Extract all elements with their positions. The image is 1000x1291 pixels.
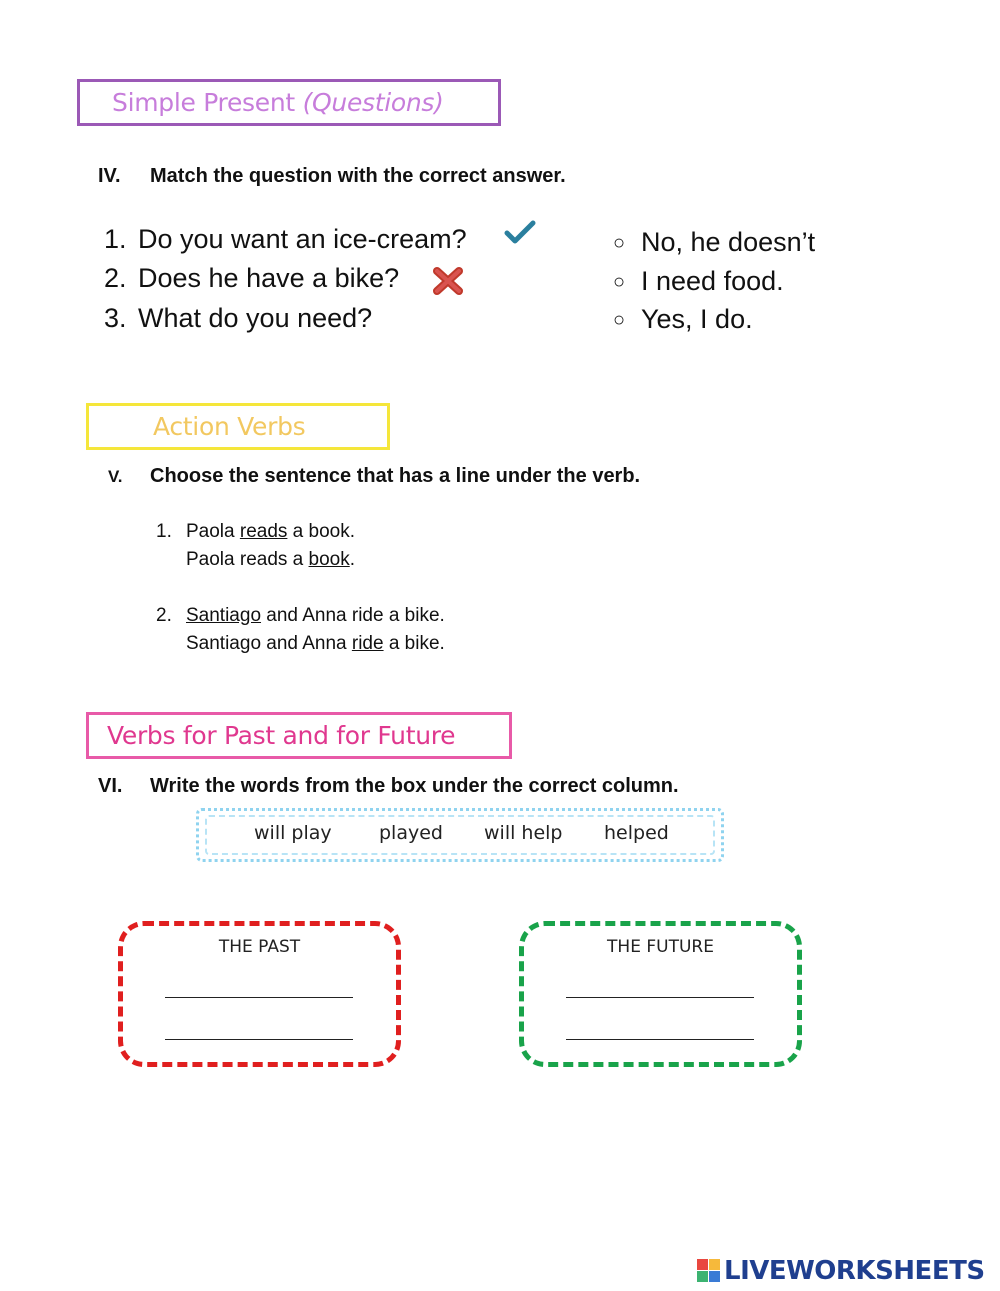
answer-text: Yes, I do.: [641, 304, 753, 334]
item-number: 1.: [156, 521, 172, 542]
instruction-v: [108, 465, 640, 488]
text-pre: Paola reads a: [186, 549, 309, 570]
question-text: What do you need?: [138, 303, 373, 333]
word-will-help[interactable]: will help: [484, 822, 563, 844]
answer-option-3[interactable]: [613, 304, 753, 335]
answer-text: I need food.: [641, 266, 784, 296]
sentence-1b[interactable]: [186, 549, 355, 571]
title-italic: (Questions): [302, 88, 444, 117]
question-number: 1.: [104, 224, 127, 254]
cross-icon: [432, 266, 464, 296]
question-number: 3.: [104, 303, 127, 333]
underlined-word: reads: [239, 521, 288, 542]
text-pre: Santiago and Anna: [186, 633, 352, 654]
past-column-title: THE PAST: [218, 937, 301, 957]
question-number: 2.: [104, 263, 127, 293]
section-title-past-future: [86, 712, 512, 759]
logo-mark-icon: [697, 1259, 721, 1283]
sentence-1a[interactable]: [156, 521, 355, 543]
logo-text: LIVEWORKSHEETS: [724, 1256, 985, 1286]
answer-option-2[interactable]: [613, 266, 784, 297]
answer-text: No, he doesn’t: [641, 227, 816, 257]
word-will-play[interactable]: will play: [254, 822, 332, 844]
radio-bullet-icon[interactable]: ○: [613, 271, 626, 293]
title-text: Verbs for Past and for Future: [107, 721, 456, 750]
item-number: 2.: [156, 605, 172, 626]
instruction-text: Choose the sentence that has a line under the verb.: [150, 465, 641, 487]
underlined-word: Santiago: [186, 605, 262, 626]
past-blank-2[interactable]: [165, 1039, 353, 1040]
title-main: Simple Present: [112, 88, 303, 117]
question-text: Does he have a bike?: [138, 263, 400, 293]
underlined-word: ride: [351, 633, 384, 654]
instruction-number: VI.: [98, 775, 123, 797]
text-post: and Anna ride a bike.: [261, 605, 445, 626]
instruction-number: V.: [108, 467, 123, 486]
question-2: [104, 263, 399, 294]
instruction-text: Match the question with the correct answer.: [150, 165, 566, 187]
sentence-2a[interactable]: [156, 605, 445, 627]
future-blank-2[interactable]: [566, 1039, 754, 1040]
text-post: a book.: [287, 521, 356, 542]
text-post: .: [349, 549, 356, 570]
instruction-vi: [98, 775, 679, 798]
radio-bullet-icon[interactable]: ○: [613, 309, 626, 331]
word-helped[interactable]: helped: [604, 822, 669, 844]
question-1: [104, 224, 467, 255]
underlined-word: book: [308, 549, 350, 570]
word-played[interactable]: played: [379, 822, 443, 844]
liveworksheets-logo: [697, 1254, 985, 1288]
title-text: Action Verbs: [153, 412, 306, 441]
section-title-action-verbs: [86, 403, 390, 450]
text-pre: Paola: [186, 521, 240, 542]
instruction-iv: [98, 165, 566, 188]
future-column-title: THE FUTURE: [607, 937, 714, 957]
checkmark-icon: [504, 220, 536, 246]
question-text: Do you want an ice-cream?: [138, 224, 467, 254]
future-blank-1[interactable]: [566, 997, 754, 998]
instruction-text: Write the words from the box under the correct column.: [150, 775, 679, 797]
question-3: [104, 303, 372, 334]
past-blank-1[interactable]: [165, 997, 353, 998]
section-title-simple-present: [77, 79, 501, 126]
instruction-number: IV.: [98, 165, 121, 187]
answer-option-1[interactable]: [613, 227, 815, 258]
text-post: a bike.: [383, 633, 445, 654]
radio-bullet-icon[interactable]: ○: [613, 232, 626, 254]
sentence-2b[interactable]: [186, 633, 445, 655]
